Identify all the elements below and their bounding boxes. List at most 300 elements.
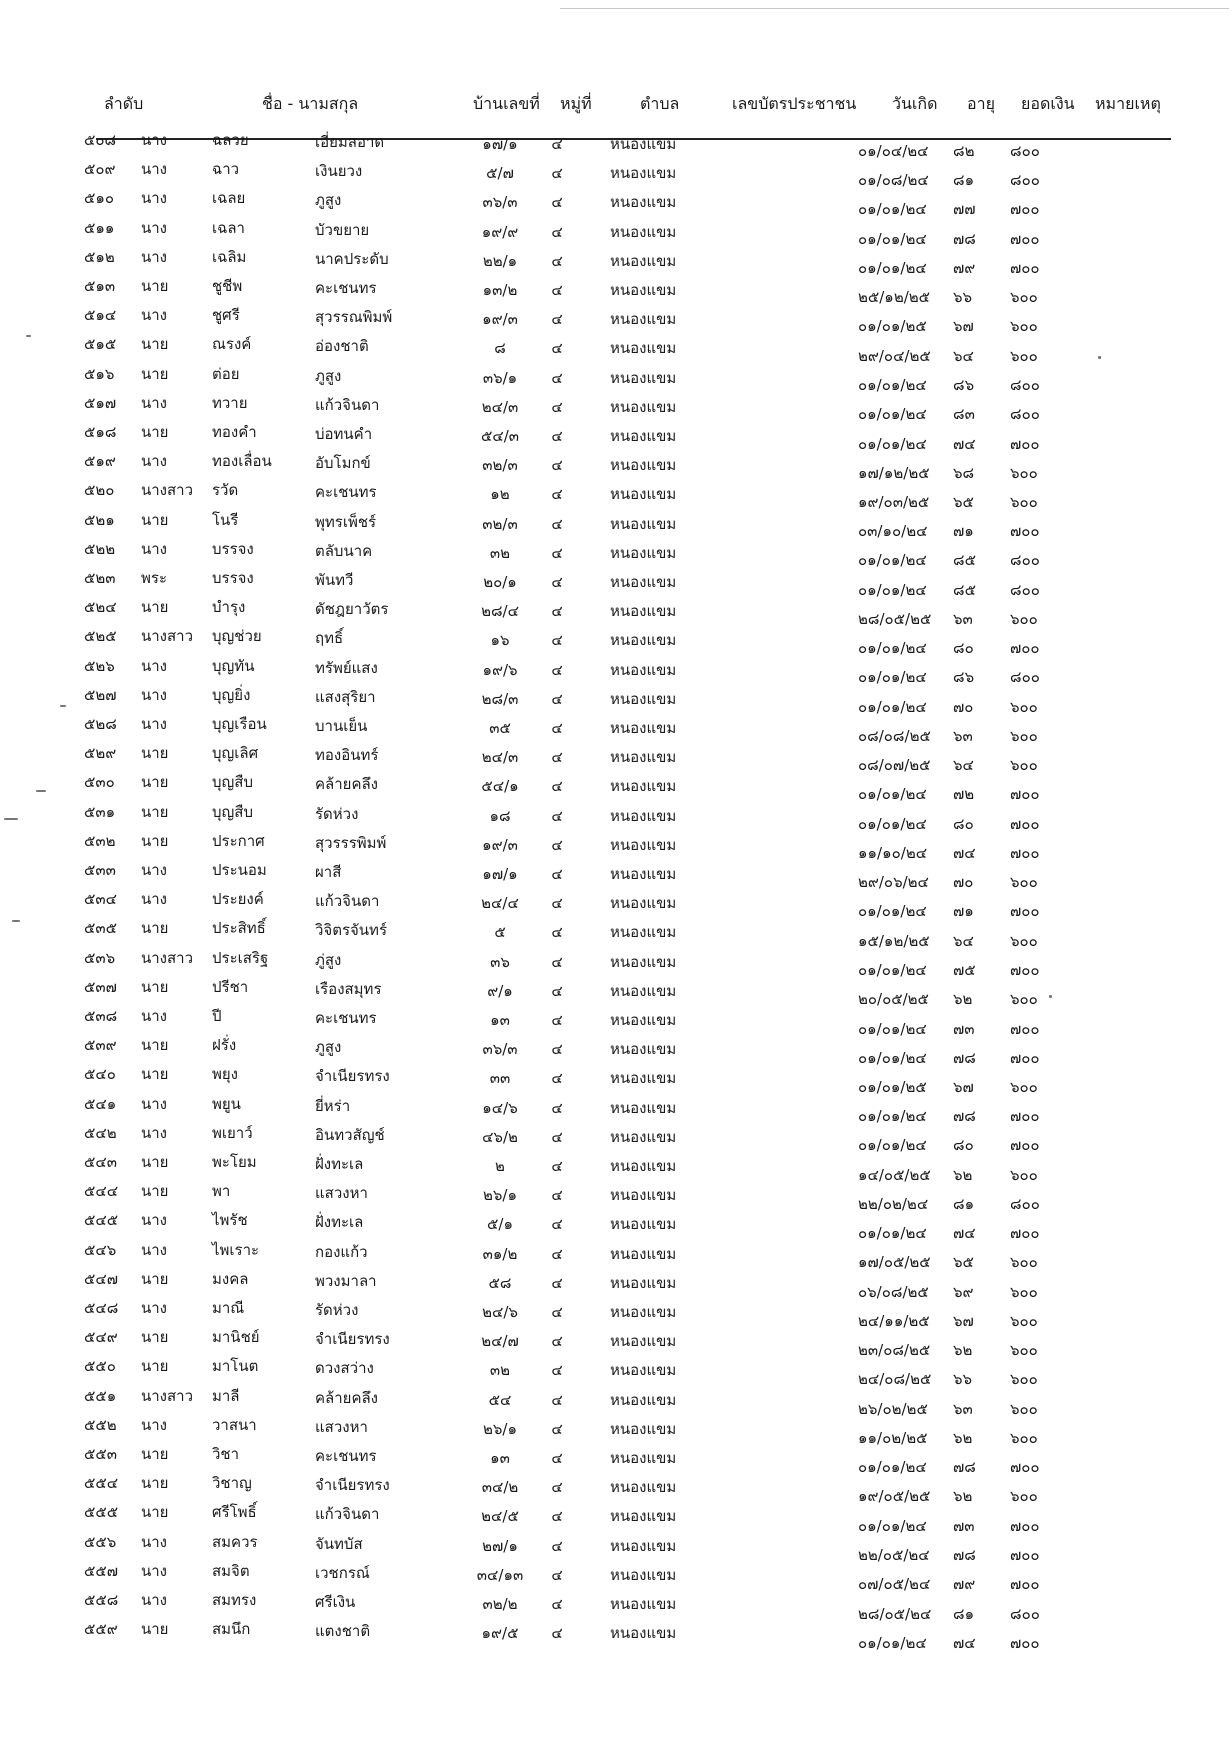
row-title: นาง [141, 890, 168, 909]
row-age: ๖๒ [953, 1341, 973, 1360]
row-first-name: ณรงค์ [212, 335, 252, 354]
row-last-name: แสวงหา [315, 1184, 368, 1203]
row-house-number: ๒๗/๑ [482, 1536, 518, 1555]
row-amount: ๗๐๐ [1010, 1019, 1040, 1038]
scan-speck [60, 705, 66, 707]
row-amount: ๗๐๐ [1010, 200, 1040, 219]
row-house-number: ๙/๑ [487, 981, 513, 1000]
row-first-name: บรรจง [212, 569, 254, 587]
row-house-number: ๓๖/๓ [482, 1040, 518, 1059]
row-birth-date: ๐๘/๐๘/๒๕ [858, 727, 931, 745]
row-first-name: พา [212, 1182, 231, 1201]
row-moo: ๔ [551, 777, 563, 796]
table-row [0, 1150, 1229, 1184]
row-age: ๘๑ [953, 1194, 975, 1213]
row-amount: ๖๐๐ [1010, 346, 1038, 365]
row-number: ๕๔๔ [84, 1182, 119, 1201]
row-amount: ๗๐๐ [1010, 1516, 1040, 1535]
row-moo: ๔ [551, 397, 563, 416]
row-number: ๕๑๒ [84, 247, 115, 266]
row-amount: ๗๐๐ [1010, 1224, 1040, 1243]
table-row [0, 712, 1229, 745]
row-tambon: หนองแขม [610, 573, 677, 591]
row-tambon: หนองแขม [610, 1069, 677, 1088]
row-title: นาง [141, 1094, 168, 1113]
row-birth-date: ๑๕/๑๒/๒๕ [858, 931, 930, 950]
row-house-number: ๑๔/๖ [482, 1098, 518, 1117]
scan-speck [36, 790, 46, 792]
row-birth-date: ๐๑/๐๑/๒๔ [858, 1633, 927, 1652]
row-moo: ๔ [551, 835, 563, 854]
row-number: ๕๓๓ [84, 861, 116, 879]
row-birth-date: ๒๔/๐๘/๒๕ [858, 1370, 932, 1389]
row-title: นาย [141, 277, 169, 295]
row-amount: ๗๐๐ [1010, 960, 1040, 979]
row-first-name: วิชาญ [212, 1474, 252, 1493]
row-birth-date: ๑๗/๐๕/๒๕ [858, 1253, 931, 1272]
row-first-name: ฉลวย [212, 131, 249, 149]
row-moo: ๔ [551, 865, 563, 883]
row-first-name: มานิชย์ [212, 1328, 260, 1347]
row-house-number: ๒๘/๓ [481, 689, 519, 708]
row-last-name: สุวรรรพิมพ์ [315, 833, 387, 852]
row-moo: ๔ [551, 806, 563, 825]
row-tambon: หนองแขม [610, 427, 677, 445]
row-age: ๘๖ [953, 375, 975, 394]
row-first-name: ชูชีพ [212, 277, 243, 295]
row-number: ๕๑๖ [84, 364, 115, 383]
row-last-name: ภู่สูง [315, 950, 342, 969]
row-title: นาย [141, 1445, 169, 1463]
row-title: นาง [141, 539, 168, 558]
row-number: ๕๑๕ [84, 335, 117, 354]
row-house-number: ๓๒ [489, 1361, 511, 1380]
table-row [0, 245, 1229, 277]
row-tambon: หนองแขม [610, 806, 677, 825]
row-birth-date: ๒๒/๐๕/๒๔ [858, 1545, 930, 1564]
row-title: นาง [141, 306, 168, 325]
row-last-name: คะเชนทร [315, 1009, 377, 1027]
row-first-name: ชูศรี [212, 306, 240, 325]
row-house-number: ๕ [494, 923, 506, 942]
row-age: ๗๐ [953, 873, 974, 892]
row-tambon: หนองแขม [610, 1127, 677, 1146]
row-amount: ๖๐๐ [1010, 1165, 1038, 1184]
row-amount: ๘๐๐ [1010, 142, 1040, 160]
row-moo: ๔ [551, 719, 563, 737]
row-amount: ๗๐๐ [1010, 1107, 1040, 1126]
row-tambon: หนองแขม [610, 310, 677, 329]
row-amount: ๖๐๐ [1010, 1077, 1038, 1096]
row-number: ๕๓๗ [84, 977, 117, 996]
row-first-name: สมควร [212, 1532, 258, 1551]
row-tambon: หนองแขม [610, 1098, 677, 1117]
row-house-number: ๓๖ [490, 952, 510, 971]
row-number: ๕๒๓ [84, 569, 116, 587]
row-number: ๕๒๙ [84, 744, 117, 763]
row-amount: ๘๐๐ [1010, 580, 1040, 599]
row-first-name: สมทรง [212, 1591, 257, 1609]
row-moo: ๔ [551, 1186, 563, 1205]
row-birth-date: ๐๗/๐๕/๒๔ [858, 1575, 931, 1594]
row-amount: ๗๐๐ [1010, 1575, 1040, 1594]
row-number: ๕๕๒ [84, 1415, 117, 1434]
header-moo: หมู่ที่ [560, 94, 592, 113]
row-tambon: หนองแขม [610, 193, 677, 212]
row-last-name: จำเนียรทรง [315, 1067, 390, 1086]
table-row [0, 478, 1229, 511]
row-moo: ๔ [551, 1040, 563, 1059]
row-tambon: หนองแขม [610, 1215, 677, 1234]
table-row [0, 1617, 1229, 1652]
row-title: นาย [141, 1036, 169, 1055]
row-birth-date: ๐๑/๐๑/๒๔ [858, 405, 927, 424]
row-house-number: ๑๖ [490, 631, 510, 650]
row-tambon: หนองแขม [610, 1011, 677, 1029]
row-title: นาง [141, 1240, 168, 1259]
row-house-number: ๕/๑ [487, 1215, 513, 1234]
row-first-name: พเยาว์ [212, 1123, 253, 1142]
table-row [0, 186, 1229, 219]
row-first-name: บรรจง [212, 539, 254, 558]
row-last-name: เงินยวง [315, 162, 363, 181]
row-birth-date: ๐๑/๐๘/๒๔ [858, 171, 929, 190]
row-tambon: หนองแขม [610, 1449, 677, 1467]
row-amount: ๗๐๐ [1010, 229, 1040, 248]
row-age: ๖๒ [953, 1165, 973, 1184]
row-moo: ๔ [551, 514, 563, 533]
row-house-number: ๒๐/๑ [483, 573, 517, 591]
row-age: ๗๒ [953, 785, 975, 804]
row-moo: ๔ [551, 1011, 563, 1029]
row-last-name: จำเนียรทรง [315, 1476, 390, 1495]
row-title: นาง [141, 452, 168, 471]
row-moo: ๔ [551, 748, 563, 767]
row-title: นาง [141, 189, 168, 208]
row-title: นาง [141, 1591, 168, 1609]
row-last-name: ฤทธิ์ [315, 629, 344, 648]
row-age: ๗๓ [953, 1516, 975, 1535]
row-last-name: เรืองสมุทร [315, 979, 382, 998]
row-house-number: ๓๔/๑๓ [476, 1565, 524, 1584]
row-house-number: ๒๔/๗ [481, 1332, 519, 1351]
row-last-name: ศรีเงิน [315, 1593, 356, 1611]
row-number: ๕๔๙ [84, 1328, 118, 1347]
row-tambon: หนองแขม [610, 485, 677, 504]
row-last-name: เวชกรณ์ [315, 1563, 370, 1582]
row-last-name: ผาสี [315, 863, 342, 881]
row-tambon: หนองแขม [610, 1419, 677, 1438]
row-number: ๕๕๕ [84, 1503, 119, 1522]
row-birth-date: ๐๑/๐๑/๒๕ [858, 317, 927, 336]
table-row [0, 683, 1229, 716]
row-amount: ๖๐๐ [1010, 1253, 1038, 1272]
row-tambon: หนองแขม [610, 514, 677, 533]
row-amount: ๗๐๐ [1010, 434, 1040, 453]
row-tambon: หนองแขม [610, 1244, 677, 1263]
row-birth-date: ๐๑/๐๑/๒๔ [858, 551, 927, 570]
header-note: หมายเหตุ [1095, 94, 1161, 113]
row-first-name: ปี [212, 1007, 222, 1025]
row-age: ๘๓ [953, 405, 975, 424]
row-tambon: หนองแขม [610, 281, 677, 299]
row-age: ๖๓ [953, 1399, 973, 1418]
row-last-name: ภูสูง [315, 1038, 342, 1057]
row-first-name: บุญเรือน [212, 715, 267, 733]
row-first-name: มาณี [212, 1299, 245, 1317]
row-moo: ๔ [551, 1157, 563, 1175]
row-birth-date: ๐๑/๐๑/๒๔ [858, 960, 927, 979]
table-row [0, 1062, 1229, 1096]
row-title: นาง [141, 131, 168, 149]
row-birth-date: ๑๗/๑๒/๒๕ [858, 463, 930, 482]
row-age: ๖๙ [953, 1282, 974, 1301]
row-birth-date: ๐๑/๐๑/๒๔ [858, 902, 927, 921]
row-birth-date: ๐๑/๐๑/๒๔ [858, 200, 927, 219]
row-birth-date: ๐๑/๐๑/๒๔ [858, 785, 927, 804]
row-age: ๗๘ [953, 1107, 976, 1126]
row-number: ๕๑๔ [84, 306, 117, 325]
row-title: นาง [141, 1211, 168, 1230]
row-house-number: ๓๔/๒ [481, 1478, 519, 1497]
row-amount: ๖๐๐ [1010, 609, 1038, 628]
row-last-name: ยี่หร่า [315, 1096, 351, 1115]
table-row [0, 362, 1229, 394]
row-tambon: หนองแขม [610, 1390, 677, 1409]
table-row [0, 946, 1229, 979]
row-number: ๕๒๒ [84, 539, 116, 558]
row-tambon: หนองแขม [610, 1361, 677, 1380]
row-moo: ๔ [551, 310, 563, 329]
row-first-name: ฝรั่ง [212, 1036, 237, 1055]
row-first-name: ไพรัช [212, 1211, 248, 1230]
row-amount: ๘๐๐ [1010, 551, 1040, 570]
row-birth-date: ๒๘/๐๕/๒๔ [858, 1604, 932, 1623]
scan-speck [1049, 995, 1052, 998]
row-number: ๕๕๙ [84, 1620, 118, 1639]
row-amount: ๖๐๐ [1010, 1487, 1038, 1506]
row-tambon: หนองแขม [610, 865, 677, 883]
row-number: ๕๔๑ [84, 1094, 117, 1113]
row-last-name: เอี่ยมสอาด [315, 133, 385, 151]
row-birth-date: ๑๑/๑๐/๒๔ [858, 843, 928, 862]
row-number: ๕๒๕ [84, 627, 117, 646]
row-amount: ๗๐๐ [1010, 1048, 1040, 1067]
row-tambon: หนองแขม [610, 1507, 677, 1526]
row-birth-date: ๐๖/๐๘/๒๕ [858, 1282, 929, 1301]
row-moo: ๔ [551, 689, 563, 708]
row-house-number: ๒๒/๑ [482, 251, 518, 270]
row-amount: ๖๐๐ [1010, 873, 1038, 892]
row-birth-date: ๑๙/๐๓/๒๕ [858, 492, 930, 511]
row-birth-date: ๒๐/๐๕/๒๕ [858, 990, 929, 1009]
table-row [0, 1004, 1229, 1038]
row-moo: ๔ [551, 952, 563, 971]
row-tambon: หนองแขม [610, 894, 677, 913]
row-house-number: ๑๗/๑ [482, 865, 518, 883]
row-first-name: เฉลา [212, 218, 245, 237]
row-tambon: หนองแขม [610, 1040, 677, 1059]
row-first-name: วิชา [212, 1445, 240, 1463]
row-amount: ๖๐๐ [1010, 1370, 1038, 1389]
row-moo: ๔ [551, 894, 563, 913]
row-number: ๕๕๖ [84, 1532, 117, 1551]
row-moo: ๔ [551, 135, 563, 153]
table-row [0, 1296, 1229, 1330]
row-title: นาย [141, 744, 169, 763]
row-age: ๖๔ [953, 346, 974, 365]
row-last-name: ภูสูง [315, 191, 342, 210]
row-first-name: บุญสืบ [212, 773, 253, 792]
table-row [0, 216, 1229, 248]
row-age: ๘๐ [953, 814, 974, 833]
row-amount: ๘๐๐ [1010, 405, 1040, 424]
row-number: ๕๔๘ [84, 1299, 119, 1317]
row-first-name: ประเสริฐ [212, 948, 269, 967]
scan-speck [1098, 356, 1101, 359]
row-title: นาง [141, 160, 168, 179]
header-tambon: ตำบล [640, 94, 680, 113]
row-first-name: สมจิต [212, 1561, 250, 1580]
row-house-number: ๕๔ [488, 1390, 512, 1409]
row-house-number: ๔๖/๒ [482, 1127, 518, 1146]
table-row [0, 654, 1229, 687]
row-house-number: ๓๓ [489, 1069, 511, 1088]
row-age: ๗๔ [953, 843, 976, 862]
row-last-name: อินทวสัญช์ [315, 1125, 385, 1144]
header-name: ชื่อ - นามสกุล [262, 94, 359, 113]
row-first-name: มาลี [212, 1386, 240, 1405]
row-house-number: ๕๔/๓ [480, 427, 519, 445]
row-title: นาง [141, 1299, 168, 1317]
table-row [0, 829, 1229, 862]
row-amount: ๖๐๐ [1010, 317, 1038, 336]
header-house: บ้านเลขที่ [473, 94, 540, 113]
row-tambon: หนองแขม [610, 923, 677, 942]
row-age: ๖๗ [953, 1312, 974, 1330]
row-number: ๕๓๐ [84, 773, 115, 792]
row-first-name: ทองเลื่อน [212, 452, 272, 471]
row-age: ๗๐ [953, 697, 974, 716]
row-last-name: รัดห่วง [315, 804, 359, 823]
table-row [0, 128, 1229, 160]
row-first-name: บุญเลิศ [212, 744, 259, 763]
row-birth-date: ๑๔/๐๕/๒๕ [858, 1165, 931, 1184]
table-row [0, 566, 1229, 599]
row-amount: ๗๐๐ [1010, 902, 1040, 921]
row-title: นาย [141, 1503, 169, 1522]
scan-speck [26, 335, 31, 337]
row-house-number: ๑๘ [489, 806, 511, 825]
row-birth-date: ๐๑/๐๑/๒๔ [858, 580, 927, 599]
row-title: พระ [141, 569, 168, 587]
row-moo: ๔ [551, 1507, 563, 1526]
row-last-name: ดัชฎยาวัตร [315, 600, 389, 619]
row-last-name: วิจิตรจันทร์ [315, 921, 387, 940]
row-title: นาย [141, 1357, 169, 1376]
row-house-number: ๒๔/๖ [482, 1303, 518, 1321]
table-row [0, 303, 1229, 336]
row-birth-date: ๐๑/๐๑/๒๔ [858, 1136, 927, 1155]
table-row [0, 595, 1229, 628]
row-house-number: ๓๖/๓ [482, 193, 518, 212]
row-moo: ๔ [551, 1361, 563, 1380]
row-age: ๘๐ [953, 639, 974, 658]
row-tambon: หนองแขม [610, 981, 677, 1000]
row-tambon: หนองแขม [610, 1565, 677, 1584]
row-tambon: หนองแขม [610, 748, 677, 767]
row-tambon: หนองแขม [610, 222, 677, 241]
table-row [0, 332, 1229, 365]
row-tambon: หนองแขม [610, 631, 677, 650]
row-age: ๖๕ [953, 492, 974, 511]
row-amount: ๘๐๐ [1010, 375, 1040, 394]
row-number: ๕๓๘ [84, 1007, 118, 1025]
row-last-name: สุวรรณพิมพ์ [315, 308, 393, 327]
row-age: ๖๒ [953, 1487, 973, 1506]
row-title: นาย [141, 919, 169, 938]
row-tambon: หนองแขม [610, 1624, 677, 1643]
row-tambon: หนองแขม [610, 456, 677, 475]
row-tambon: หนองแขม [610, 1303, 677, 1321]
row-last-name: ทองอินทร์ [315, 746, 379, 765]
row-last-name: ฝั่งทะเล [315, 1155, 364, 1173]
row-house-number: ๓๑/๒ [482, 1244, 518, 1263]
row-number: ๕๔๕ [84, 1211, 119, 1230]
row-house-number: ๑๓ [490, 1449, 510, 1467]
row-first-name: บุญทัน [212, 656, 255, 675]
row-number: ๕๐๙ [84, 160, 116, 179]
row-age: ๘๖ [953, 668, 975, 687]
row-house-number: ๓๒/๓ [482, 514, 518, 533]
row-house-number: ๓๖/๑ [482, 368, 518, 387]
row-last-name: พุทรเพ็ชร์ [315, 512, 377, 531]
row-moo: ๔ [551, 1098, 563, 1117]
row-age: ๗๙ [953, 1575, 976, 1594]
row-number: ๕๕๑ [84, 1386, 117, 1405]
row-title: นาย [141, 364, 169, 383]
row-age: ๖๓ [953, 609, 973, 628]
row-amount: ๗๐๐ [1010, 814, 1040, 833]
row-last-name: คล้ายคลึง [315, 775, 378, 794]
table-row [0, 1471, 1229, 1506]
row-amount: ๖๐๐ [1010, 727, 1038, 745]
row-first-name: มาโนต [212, 1357, 259, 1376]
row-title: นาย [141, 1269, 169, 1288]
row-title: นาง [141, 1123, 168, 1142]
row-last-name: ทรัพย์แสง [315, 658, 378, 677]
row-moo: ๔ [551, 602, 563, 621]
table-row [0, 1530, 1229, 1564]
row-moo: ๔ [551, 485, 563, 504]
row-tambon: หนองแขม [610, 660, 677, 679]
row-number: ๕๑๗ [84, 393, 117, 412]
row-number: ๕๔๗ [84, 1269, 118, 1288]
row-amount: ๖๐๐ [1010, 1312, 1038, 1330]
row-first-name: บุญสืบ [212, 802, 253, 821]
row-tambon: หนองแขม [610, 339, 677, 358]
row-age: ๖๗ [953, 317, 974, 336]
row-moo: ๔ [551, 281, 563, 299]
row-tambon: หนองแขม [610, 1332, 677, 1351]
row-age: ๖๖ [953, 1370, 973, 1389]
row-last-name: บานเย็น [315, 717, 368, 735]
row-title: นางสาว [141, 481, 194, 500]
row-age: ๖๔ [953, 931, 974, 950]
row-moo: ๔ [551, 1390, 563, 1409]
row-age: ๖๖ [953, 288, 973, 307]
row-title: นาย [141, 1065, 169, 1084]
